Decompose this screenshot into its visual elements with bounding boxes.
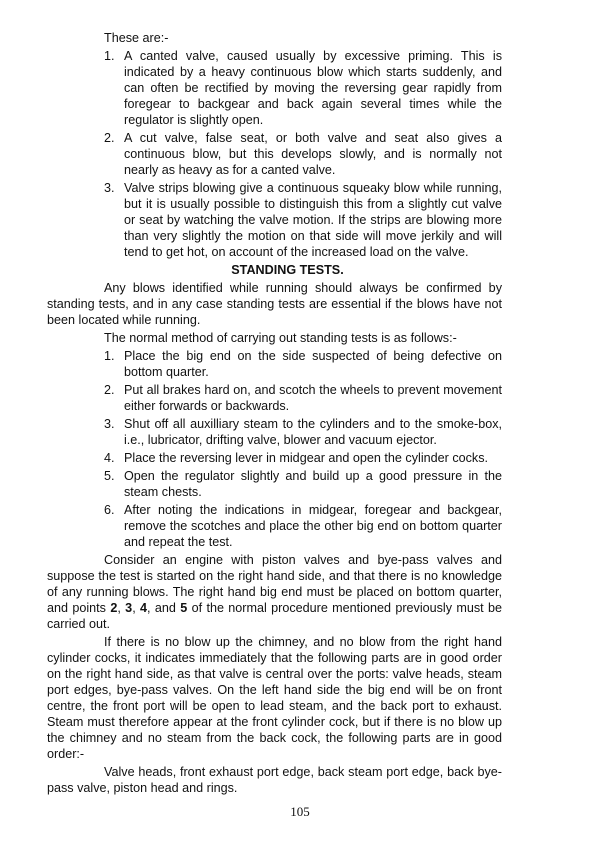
point-ref: 5 xyxy=(180,601,188,615)
list-item xyxy=(47,502,502,550)
page-body xyxy=(47,30,502,798)
list-text: Shut off all auxilliary steam to the cylinders and to the smoke-box, i.e., lubricator, drifting valve, blower and vacuum ejector. xyxy=(124,417,502,447)
list-number: 1. xyxy=(104,349,115,363)
list-item xyxy=(47,348,502,380)
list-number: 1. xyxy=(104,49,115,63)
list-number: 4. xyxy=(104,451,115,465)
separator: , xyxy=(117,601,126,615)
section-heading: STANDING TESTS. xyxy=(231,263,344,277)
paragraph-confirm: Any blows identified while running should always be confirmed by standing tests, and in any case standing tests are essential if the blows have not been located while running. xyxy=(47,281,502,327)
list-number: 3. xyxy=(104,181,115,195)
point-ref: 2 xyxy=(110,601,118,615)
causes-list xyxy=(47,48,502,260)
list-item xyxy=(47,416,502,448)
point-ref: 4 xyxy=(140,601,148,615)
list-item xyxy=(47,48,502,128)
list-text: Put all brakes hard on, and scotch the wheels to prevent movement either forwards or backwards. xyxy=(124,383,502,413)
list-text: A canted valve, caused usually by excessive priming. This is indicated by a heavy continuous blow which starts suddenly, and can often be rectified by moving the reversing gear rapidly from foregear to backgear and back again several times while the regulator is slightly open. xyxy=(124,49,502,127)
paragraph-no-blow: If there is no blow up the chimney, and no blow from the right hand cylinder cocks, it indicates immediately that the following parts are in good order on the right hand side, as that valve is central over the ports: valve heads, steam port edges, bye-pass valves. On the left hand side the big end will be on front centre, the front port will be open to lead steam, and the back port to exhaust. Steam must therefore appear at the front cylinder cock, but if there is no blow up the chimney and no steam from the back cock, the following parts are in good order:- xyxy=(47,635,502,761)
list-number: 5. xyxy=(104,469,115,483)
list-number: 3. xyxy=(104,417,115,431)
list-item xyxy=(47,468,502,500)
list-item xyxy=(47,180,502,260)
paragraph-text: Consider an engine with piston valves and bye-pass valves and suppose the test is started on the right hand side, and that there is no knowledge of any running blows. The right hand big end must be placed on bottom quarter, and points xyxy=(47,553,502,615)
separator: , xyxy=(132,601,141,615)
list-number: 2. xyxy=(104,131,115,145)
list-number: 6. xyxy=(104,503,115,517)
list-text: Open the regulator slightly and build up a good pressure in the steam chests. xyxy=(124,469,502,499)
point-ref: 3 xyxy=(125,601,133,615)
list-item xyxy=(47,382,502,414)
list-text: Place the reversing lever in midgear and open the cylinder cocks. xyxy=(124,451,489,465)
list-text: Place the big end on the side suspected of being defective on bottom quarter. xyxy=(124,349,502,379)
paragraph-consider xyxy=(47,552,502,632)
list-text: A cut valve, false seat, or both valve and seat also gives a continuous blow, but this develops slowly, and is normally not nearly as heavy as for a canted valve. xyxy=(124,131,502,177)
separator: , and xyxy=(147,601,181,615)
page-number: 105 xyxy=(290,804,310,819)
list-text: After noting the indications in midgear, foregear and backgear, remove the scotches and place the other big end on bottom quarter and repeat the test. xyxy=(124,503,502,549)
paragraph-parts: Valve heads, front exhaust port edge, back steam port edge, back bye-pass valve, piston head and rings. xyxy=(47,765,502,795)
list-text: Valve strips blowing give a continuous squeaky blow while running, but it is usually possible to distinguish this from a slightly cut valve or seat by watching the valve motion. If the strips are blowing more than very slightly the motion on that side will move jerkily and will tend to get hot, on account of the increased load on the valve. xyxy=(124,181,502,259)
paragraph-text: of the normal procedure mentioned previously must be carried out. xyxy=(47,601,503,631)
list-number: 2. xyxy=(104,383,115,397)
intro-text: These are:- xyxy=(104,31,169,45)
steps-list xyxy=(47,348,502,550)
list-item xyxy=(47,450,502,466)
method-intro: The normal method of carrying out standing tests is as follows:- xyxy=(104,331,457,345)
list-item xyxy=(47,130,502,178)
